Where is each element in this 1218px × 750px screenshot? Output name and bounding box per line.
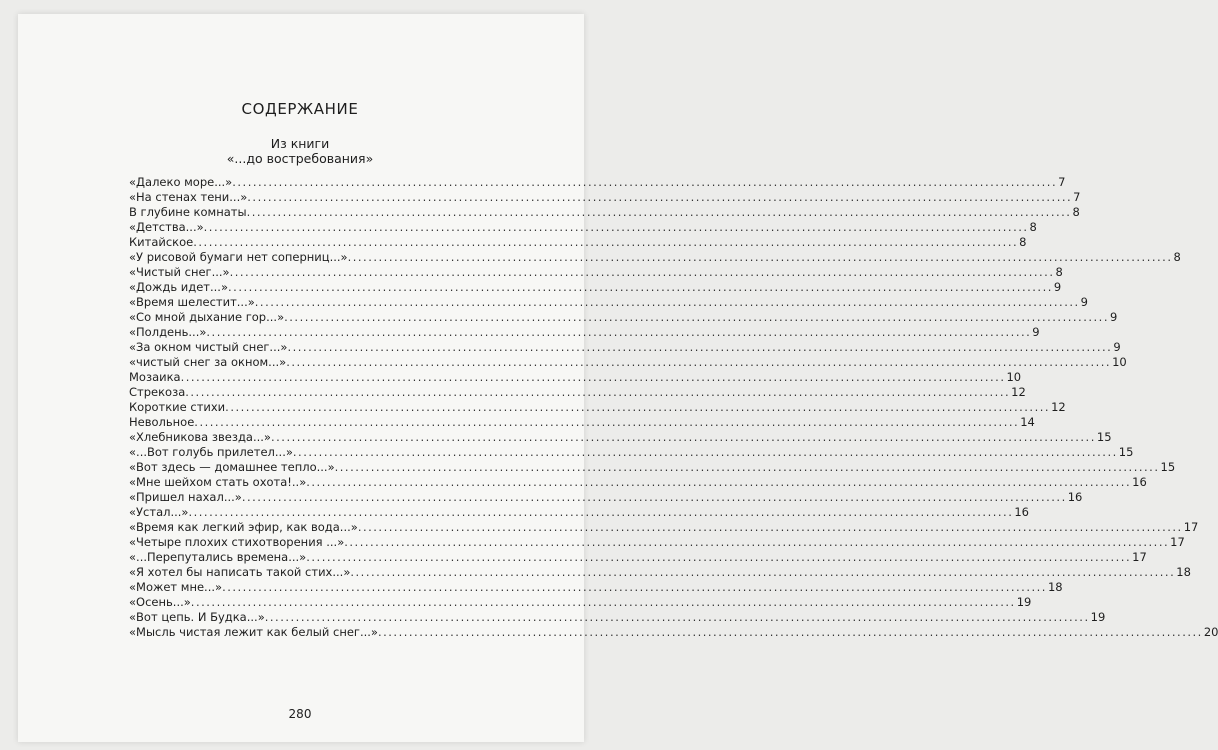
toc-dot-leader	[378, 625, 1203, 640]
toc-entry-title: «За окном чистый снег...»	[129, 340, 288, 354]
toc-entry-title: Мозаика	[129, 370, 181, 384]
toc-dot-leader	[188, 505, 1013, 520]
section-title-line2: «...до востребования»	[226, 151, 374, 166]
toc-entry-page: 12	[1051, 400, 1066, 414]
toc-entry-page: 15	[1160, 460, 1176, 474]
toc-entry-title: «Хлебникова звезда...»	[129, 430, 271, 444]
toc-entry-page: 8	[1173, 250, 1181, 264]
toc-entry-title: «Далеко море...»	[129, 175, 233, 189]
toc-entry	[129, 490, 1083, 505]
toc-entry	[129, 625, 1218, 640]
toc-entry-page: 15	[1096, 430, 1112, 444]
toc-dot-leader	[206, 325, 1031, 340]
toc-dot-leader	[193, 235, 1018, 250]
toc-dot-leader	[284, 310, 1109, 325]
toc-entry-page: 18	[1176, 565, 1191, 579]
toc-dot-leader	[230, 265, 1055, 280]
toc-entry-title: «Вот цепь. И Будка...»	[129, 610, 265, 624]
toc-entry-page: 16	[1067, 490, 1083, 504]
toc-entry	[129, 475, 1147, 490]
toc-entry-page: 16	[1014, 505, 1029, 519]
toc-entry-title: В глубине комнаты	[129, 205, 247, 219]
toc-entry-title: Китайское	[129, 235, 194, 249]
toc-entry-page: 10	[1112, 355, 1127, 369]
toc-dot-leader	[194, 415, 1019, 430]
toc-dot-leader	[247, 190, 1072, 205]
page-number: 280	[288, 707, 312, 721]
toc-entry	[129, 235, 1027, 250]
toc-entry	[129, 400, 1066, 415]
toc-entry-title: «Мне шейхом стать охота!..»	[129, 475, 307, 489]
toc-entry	[129, 190, 1081, 205]
section-title-line1: Из книги	[270, 136, 330, 151]
toc-entry-title: «На стенах тени...»	[129, 190, 248, 204]
toc-entry-page: 14	[1020, 415, 1035, 429]
toc-entry-page: 17	[1170, 535, 1185, 549]
toc-dot-leader	[358, 520, 1183, 535]
toc-entry	[129, 415, 1035, 430]
toc-entry	[129, 250, 1181, 265]
toc-dot-leader	[306, 550, 1131, 565]
toc-entry	[129, 505, 1029, 520]
toc-entry-page: 7	[1058, 175, 1066, 189]
toc-entry	[129, 550, 1147, 565]
toc-entry	[129, 460, 1176, 475]
toc-entry	[129, 370, 1022, 385]
toc-dot-leader	[335, 460, 1160, 475]
toc-entry	[129, 430, 1112, 445]
toc-entry	[129, 520, 1199, 535]
toc-dot-leader	[271, 430, 1096, 445]
toc-entry-page: 12	[1011, 385, 1026, 399]
toc-entry-title: «Может мне...»	[129, 580, 223, 594]
toc-dot-leader	[242, 490, 1067, 505]
toc-entry-page: 17	[1183, 520, 1199, 534]
toc-entry-title: «Мысль чистая лежит как белый снег...»	[129, 625, 378, 639]
toc-entry-title: «Дождь идет...»	[129, 280, 229, 294]
toc-entry-page: 9	[1110, 310, 1118, 324]
toc-entry	[129, 385, 1026, 400]
toc-entry-page: 20	[1203, 625, 1218, 639]
toc-entry	[129, 535, 1185, 550]
toc-dot-leader	[204, 220, 1029, 235]
toc-entry	[129, 205, 1080, 220]
toc-entry-page: 7	[1073, 190, 1081, 204]
toc-entry	[129, 580, 1063, 595]
toc-entry-page: 9	[1113, 340, 1121, 354]
toc-dot-leader	[287, 340, 1112, 355]
toc-entry-page: 10	[1006, 370, 1022, 384]
contents-heading: СОДЕРЖАНИЕ	[241, 100, 359, 118]
toc-entry-page: 17	[1132, 550, 1147, 564]
toc-dot-leader	[255, 295, 1080, 310]
toc-entry-title: «У рисовой бумаги нет соперниц...»	[129, 250, 348, 264]
toc-entry-title: Короткие стихи	[129, 400, 226, 414]
toc-dot-leader	[265, 610, 1090, 625]
toc-entry	[129, 220, 1037, 235]
toc-entry	[129, 295, 1088, 310]
toc-dot-leader	[185, 385, 1010, 400]
toc-entry	[129, 280, 1062, 295]
toc-entry-title: «Четыре плохих стихотворения ...»	[129, 535, 345, 549]
toc-dot-leader	[306, 475, 1131, 490]
toc-entry-title: «...Вот голубь прилетел...»	[129, 445, 293, 459]
toc-entry-page: 19	[1016, 595, 1032, 609]
toc-entry-title: «Устал...»	[129, 505, 189, 519]
toc-entry	[129, 445, 1134, 460]
toc-entry-page: 15	[1118, 445, 1134, 459]
toc-entry-page: 8	[1029, 220, 1037, 234]
toc-dot-leader	[181, 370, 1006, 385]
toc-entry	[129, 355, 1127, 370]
toc-entry-title: «чистый снег за окном...»	[129, 355, 287, 369]
toc-entry-page: 9	[1080, 295, 1088, 309]
toc-entry-title: Стрекоза	[129, 385, 186, 399]
toc-entry-title: Невольное	[129, 415, 195, 429]
toc-dot-leader	[191, 595, 1016, 610]
toc-entry	[129, 175, 1066, 190]
toc-entry	[129, 325, 1040, 340]
toc-dot-leader	[344, 535, 1169, 550]
toc-dot-leader	[350, 565, 1175, 580]
toc-entry-page: 9	[1053, 280, 1062, 294]
toc-entry-title: «Детства...»	[129, 220, 204, 234]
toc-entry-page: 9	[1032, 325, 1040, 339]
toc-dot-leader	[293, 445, 1118, 460]
toc-entry-page: 8	[1055, 265, 1063, 279]
toc-entry-title: «...Перепутались времена...»	[129, 550, 307, 564]
toc-dot-leader	[228, 280, 1053, 295]
toc-entry	[129, 310, 1118, 325]
toc-entry-page: 8	[1019, 235, 1027, 249]
toc-entry	[129, 595, 1032, 610]
toc-entry-page: 19	[1090, 610, 1106, 624]
table-of-contents	[129, 175, 1218, 640]
toc-entry-page: 16	[1132, 475, 1147, 489]
toc-dot-leader	[225, 400, 1050, 415]
toc-entry-title: «Осень...»	[129, 595, 191, 609]
toc-entry-title: «Время как легкий эфир, как вода...»	[129, 520, 358, 534]
toc-entry-page: 8	[1072, 205, 1080, 219]
toc-entry-title: «Пришел нахал...»	[129, 490, 242, 504]
toc-entry-title: «Со мной дыхание гор...»	[129, 310, 285, 324]
toc-entry	[129, 565, 1191, 580]
toc-entry-page: 18	[1047, 580, 1063, 594]
toc-dot-leader	[247, 205, 1072, 220]
toc-dot-leader	[232, 175, 1057, 190]
toc-dot-leader	[286, 355, 1111, 370]
toc-entry	[129, 340, 1121, 355]
toc-entry-title: «Я хотел бы написать такой стих...»	[129, 565, 351, 579]
toc-entry	[129, 265, 1063, 280]
toc-entry-title: «Время шелестит...»	[129, 295, 255, 309]
toc-dot-leader	[348, 250, 1173, 265]
toc-entry-title: «Вот здесь — домашнее тепло...»	[129, 460, 335, 474]
toc-entry-title: «Полдень...»	[129, 325, 207, 339]
toc-entry	[129, 610, 1106, 625]
toc-entry-title: «Чистый снег...»	[129, 265, 230, 279]
toc-dot-leader	[222, 580, 1047, 595]
